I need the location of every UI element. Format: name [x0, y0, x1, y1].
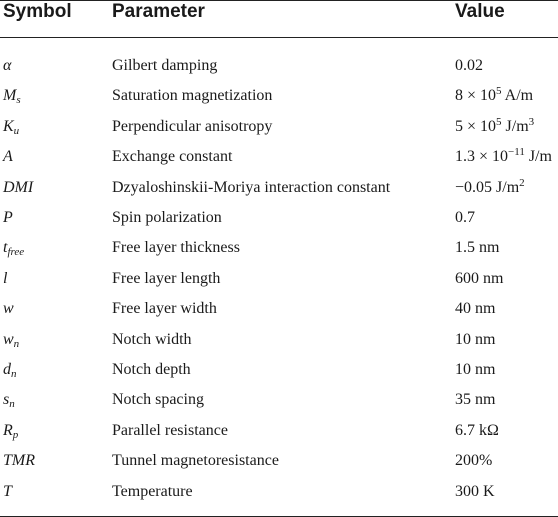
symbol-cell — [3, 477, 12, 507]
parameter-text: Free layer thickness — [112, 239, 240, 257]
symbol-cell — [3, 416, 18, 446]
symbol-text: s — [3, 391, 10, 409]
symbol-text: T — [3, 482, 12, 500]
parameter-cell — [112, 294, 217, 324]
header-symbol: Symbol — [3, 1, 72, 22]
symbol-cell — [3, 264, 7, 294]
symbol-subscript: n — [13, 337, 20, 350]
parameter-text: Gilbert damping — [112, 57, 218, 74]
table-row — [0, 81, 558, 111]
symbol-subscript: s — [16, 94, 21, 107]
parameter-text: Exchange constant — [112, 148, 233, 166]
value-unit: J/m — [524, 148, 552, 166]
table-header-rule — [0, 37, 558, 38]
symbol-cell — [3, 203, 13, 233]
value-text: 1.3 × 10 — [455, 148, 509, 166]
header-value: Value — [455, 1, 505, 22]
value-cell — [455, 142, 552, 172]
table-row — [0, 203, 558, 233]
parameter-text: Dzyaloshinskii-Moriya interaction constant — [112, 178, 391, 196]
value-text: 0.7 — [455, 209, 475, 226]
parameter-text: Spin polarization — [112, 209, 222, 226]
parameter-cell — [112, 173, 390, 203]
symbol-subscript: n — [9, 398, 15, 411]
parameter-text: Notch depth — [112, 361, 191, 378]
parameter-cell — [112, 51, 217, 81]
parameter-cell — [112, 325, 192, 355]
value-cell — [455, 233, 499, 263]
symbol-text: K — [3, 117, 14, 135]
symbol-cell — [3, 294, 14, 324]
table-row — [0, 264, 558, 294]
value-text: 35 nm — [455, 391, 496, 409]
table-row — [0, 325, 558, 355]
symbol-text: d — [3, 361, 11, 378]
value-cell — [455, 294, 495, 324]
symbol-subscript: free — [7, 246, 25, 259]
parameter-cell — [112, 112, 272, 142]
parameter-text: Free layer width — [112, 300, 217, 318]
symbol-cell — [3, 173, 33, 203]
symbol-text: TMR — [3, 452, 35, 470]
symbol-subscript: p — [12, 428, 19, 441]
value-cell — [455, 446, 492, 476]
value-text: 1.5 nm — [455, 239, 500, 257]
table-row — [0, 173, 558, 203]
table-row — [0, 294, 558, 324]
value-cell — [455, 81, 533, 111]
parameter-cell — [112, 446, 279, 476]
value-cell — [455, 173, 525, 203]
table-row — [0, 385, 558, 415]
parameter-text: Parallel resistance — [112, 421, 228, 439]
parameter-text: Temperature — [112, 482, 193, 500]
symbol-subscript: u — [13, 124, 20, 137]
parameter-text: Free layer length — [112, 269, 221, 287]
symbol-cell — [3, 325, 19, 355]
symbol-text: t — [3, 239, 8, 257]
table-row — [0, 51, 558, 81]
symbol-cell — [3, 446, 35, 476]
value-text: 6.7 kΩ — [455, 421, 499, 439]
value-unit: A/m — [501, 87, 534, 105]
parameter-text: Notch width — [112, 330, 192, 348]
symbol-text: l — [3, 269, 8, 287]
parameter-text: Saturation magnetization — [112, 87, 273, 105]
value-text: 300 K — [455, 482, 495, 500]
symbol-cell — [3, 51, 11, 81]
parameter-text: Tunnel magnetoresistance — [112, 452, 279, 470]
header-parameter: Parameter — [112, 1, 205, 22]
parameter-text: Perpendicular anisotropy — [112, 117, 273, 135]
value-cell — [455, 385, 495, 415]
parameter-cell — [112, 142, 232, 172]
symbol-text: P — [3, 209, 13, 226]
value-cell — [455, 51, 483, 81]
symbol-text: w — [3, 330, 14, 348]
value-cell — [455, 264, 503, 294]
value-cell — [455, 355, 495, 385]
value-text: 10 nm — [455, 361, 496, 378]
value-text: 200% — [455, 452, 493, 470]
symbol-cell — [3, 81, 21, 111]
table-row — [0, 477, 558, 507]
parameter-cell — [112, 477, 193, 507]
value-text: 0.02 — [455, 57, 483, 74]
value-cell — [455, 325, 495, 355]
value-unit: J/m — [501, 117, 529, 135]
table-row — [0, 446, 558, 476]
parameter-cell — [112, 233, 240, 263]
value-superscript: 5 — [496, 115, 502, 128]
symbol-text: DMI — [3, 178, 34, 196]
symbol-text: w — [3, 300, 14, 318]
symbol-cell — [3, 233, 24, 263]
value-cell — [455, 203, 475, 233]
symbol-text: A — [3, 148, 13, 166]
symbol-text: α — [3, 57, 12, 74]
parameter-cell — [112, 264, 220, 294]
value-text: 5 × 10 — [455, 117, 497, 135]
parameter-cell — [112, 81, 272, 111]
parameter-cell — [112, 355, 191, 385]
value-text: 600 nm — [455, 269, 504, 287]
symbol-text: R — [3, 421, 13, 439]
value-superscript: 2 — [519, 176, 525, 189]
value-cell — [455, 112, 534, 142]
parameter-cell — [112, 385, 204, 415]
parameter-cell — [112, 203, 222, 233]
value-superscript: 5 — [496, 85, 502, 98]
value-text: 40 nm — [455, 300, 496, 318]
table-row — [0, 233, 558, 263]
value-text: 8 × 10 — [455, 87, 497, 105]
value-text: −0.05 J/m — [455, 178, 520, 196]
table-row — [0, 112, 558, 142]
value-text: 10 nm — [455, 330, 496, 348]
symbol-cell — [3, 142, 13, 172]
parameter-text: Notch spacing — [112, 391, 204, 409]
symbol-cell — [3, 385, 15, 415]
value-superscript: −11 — [508, 146, 525, 159]
value-cell — [455, 477, 495, 507]
table-row — [0, 142, 558, 172]
parameter-cell — [112, 416, 228, 446]
symbol-text: M — [3, 87, 17, 105]
table-row — [0, 355, 558, 385]
symbol-cell — [3, 355, 17, 385]
symbol-cell — [3, 112, 19, 142]
symbol-subscript: n — [11, 368, 17, 380]
value-unit-superscript: 3 — [528, 115, 535, 128]
table-row — [0, 416, 558, 446]
value-cell — [455, 416, 499, 446]
